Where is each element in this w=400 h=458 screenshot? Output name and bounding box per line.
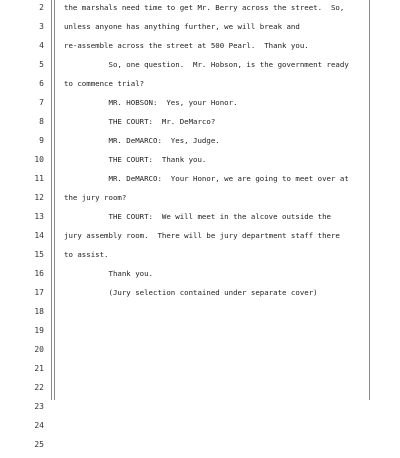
line-text: MR. HOBSON: Yes, your Honor.	[64, 98, 238, 107]
transcript-line	[0, 306, 400, 325]
transcript-line	[0, 40, 400, 59]
line-number: 7	[39, 98, 44, 107]
transcript-line	[0, 249, 400, 268]
line-number: 21	[34, 364, 44, 373]
line-text: THE COURT: Mr. DeMarco?	[64, 117, 216, 126]
line-number: 23	[34, 402, 44, 411]
line-number: 22	[34, 383, 44, 392]
transcript-line	[0, 78, 400, 97]
line-text: Thank you.	[64, 269, 153, 278]
transcript-line	[0, 363, 400, 382]
line-number: 14	[34, 231, 44, 240]
transcript-line	[0, 59, 400, 78]
line-number: 10	[34, 155, 44, 164]
line-text: THE COURT: We will meet in the alcove outside the	[64, 212, 331, 221]
transcript-line	[0, 401, 400, 420]
transcript-line	[0, 154, 400, 173]
transcript-line	[0, 192, 400, 211]
line-text: jury assembly room. There will be jury department staff there	[64, 231, 340, 240]
transcript-line	[0, 116, 400, 135]
transcript-line	[0, 287, 400, 306]
line-text: unless anyone has anything further, we will break and	[64, 22, 300, 31]
transcript-line	[0, 135, 400, 154]
line-number: 5	[39, 60, 44, 69]
line-text: re-assemble across the street at 500 Pearl. Thank you.	[64, 41, 309, 50]
line-number: 9	[39, 136, 44, 145]
transcript-line	[0, 97, 400, 116]
line-number: 6	[39, 79, 44, 88]
transcript-line	[0, 21, 400, 40]
line-text: the marshals need time to get Mr. Berry across the street. So,	[64, 3, 345, 12]
transcript-line	[0, 382, 400, 401]
line-number: 25	[34, 440, 44, 449]
line-number: 4	[39, 41, 44, 50]
line-text: the jury room?	[64, 193, 127, 202]
transcript-line	[0, 344, 400, 363]
transcript-line	[0, 439, 400, 458]
line-text: So, one question. Mr. Hobson, is the government ready	[64, 60, 349, 69]
line-number: 3	[39, 22, 44, 31]
transcript-line	[0, 230, 400, 249]
line-number: 8	[39, 117, 44, 126]
line-number: 16	[34, 269, 44, 278]
line-text: THE COURT: Thank you.	[64, 155, 207, 164]
line-text: to assist.	[64, 250, 109, 259]
transcript-line	[0, 420, 400, 439]
line-number: 17	[34, 288, 44, 297]
line-text: MR. DeMARCO: Yes, Judge.	[64, 136, 220, 145]
transcript-line	[0, 211, 400, 230]
line-number: 12	[34, 193, 44, 202]
line-number: 13	[34, 212, 44, 221]
line-number: 20	[34, 345, 44, 354]
transcript-line	[0, 268, 400, 287]
line-number: 24	[34, 421, 44, 430]
line-text: to commence trial?	[64, 79, 145, 88]
line-number: 11	[34, 174, 44, 183]
transcript-line	[0, 2, 400, 21]
line-text: (Jury selection contained under separate cover)	[64, 288, 318, 297]
line-number: 19	[34, 326, 44, 335]
line-text: MR. DeMARCO: Your Honor, we are going to meet over at	[64, 174, 349, 183]
transcript-line	[0, 173, 400, 192]
transcript-line	[0, 325, 400, 344]
line-number: 15	[34, 250, 44, 259]
line-number: 2	[39, 3, 44, 12]
line-number: 18	[34, 307, 44, 316]
